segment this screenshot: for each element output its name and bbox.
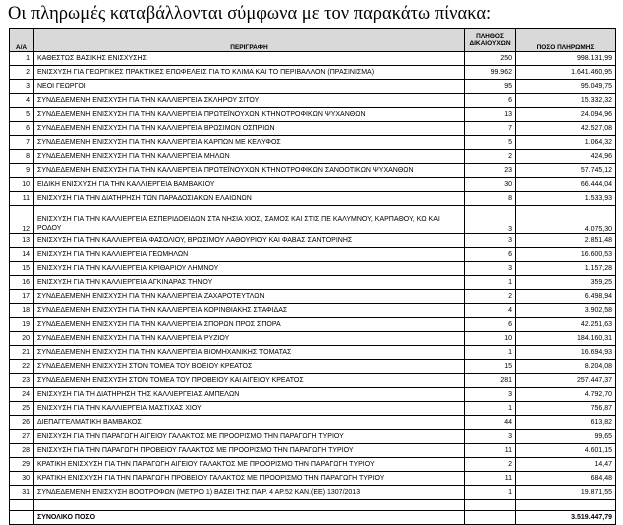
row-description: ΕΝΙΣΧΥΣΗ ΓΙΑ ΓΕΩΡΓΙΚΕΣ ΠΡΑΚΤΙΚΕΣ ΕΠΩΦΕΛΕΙΣ ΓΙΑ ΤΟ ΚΛΙΜΑ ΚΑΙ ΤΟ ΠΕΡΙΒΑΛΛΟΝ (ΠΡΑΣΙΝΙΣΜΑ) — [34, 66, 465, 80]
row-number: 13 — [10, 234, 34, 248]
row-description: ΕΝΙΣΧΥΣΗ ΓΙΑ ΤΗΝ ΚΑΛΛΙΕΡΓΕΙΑ ΕΣΠΕΡΙΔΟΕΙΔΩΝ ΣΤΑ ΝΗΣΙΑ ΧΙΟΣ, ΣΑΜΟΣ ΚΑΙ ΣΤΙΣ ΠΕ ΚΑΛΥΜΝΟΥ, ΚΑΡΠΑΘΟΥ, ΚΩ ΚΑΙ ΡΟΔΟΥ — [34, 206, 465, 234]
row-amount: 99,65 — [516, 430, 616, 444]
row-description: ΝΕΟΙ ΓΕΩΡΓΟΙ — [34, 80, 465, 94]
row-number: 8 — [10, 150, 34, 164]
table-row — [10, 332, 616, 346]
row-count: 3 — [465, 262, 516, 276]
total-amount: 3.519.447,79 — [516, 511, 616, 525]
row-amount: 613,82 — [516, 416, 616, 430]
table-row — [10, 318, 616, 332]
header-amount: ΠΟΣΟ ΠΛΗΡΩΜΗΣ — [516, 29, 616, 52]
row-description: ΔΙΕΠΑΓΓΕΛΜΑΤΙΚΗ ΒΑΜΒΑΚΟΣ — [34, 416, 465, 430]
row-description: ΕΝΙΣΧΥΣΗ ΓΙΑ ΤΗΝ ΚΑΛΛΙΕΡΓΕΙΑ ΑΓΚΙΝΑΡΑΣ ΤΗΝΟΥ — [34, 276, 465, 290]
row-description: ΣΥΝΔΕΔΕΜΕΝΗ ΕΝΙΣΧΥΣΗ ΒΟΟΤΡΟΦΩΝ (ΜΕΤΡΟ 1) ΒΑΣΕΙ ΤΗΣ ΠΑΡ. 4 ΑΡ.52 ΚΑΝ.(ΕΕ) 1307/2013 — [34, 486, 465, 500]
row-amount: 16.694,93 — [516, 346, 616, 360]
row-amount: 756,87 — [516, 402, 616, 416]
row-amount: 8.204,08 — [516, 360, 616, 374]
table-row — [10, 472, 616, 486]
table-row — [10, 346, 616, 360]
row-amount: 424,96 — [516, 150, 616, 164]
table-row — [10, 486, 616, 500]
row-number: 4 — [10, 94, 34, 108]
row-description: ΣΥΝΔΕΔΕΜΕΝΗ ΕΝΙΣΧΥΣΗ ΓΙΑ ΤΗΝ ΚΑΛΛΙΕΡΓΕΙΑ ΠΡΩΤΕΪΝΟΥΧΩΝ ΚΤΗΝΟΤΡΟΦΙΚΩΝ ΨΥΧΑΝΘΩΝ — [34, 108, 465, 122]
table-row — [10, 360, 616, 374]
row-amount: 1.641.460,95 — [516, 66, 616, 80]
row-count: 6 — [465, 318, 516, 332]
table-row — [10, 304, 616, 318]
row-count: 10 — [465, 332, 516, 346]
row-count: 4 — [465, 304, 516, 318]
row-description: ΚΡΑΤΙΚΗ ΕΝΙΣΧΥΣΗ ΓΙΑ ΤΗΝ ΠΑΡΑΓΩΓΗ ΠΡΟΒΕΙΟΥ ΓΑΛΑΚΤΟΣ ΜΕ ΠΡΟΟΡΙΣΜΟ ΤΗΝ ΠΑΡΑΓΩΓΗ ΤΥΡΙΟΥ — [34, 472, 465, 486]
row-description: ΕΝΙΣΧΥΣΗ ΓΙΑ ΤΗΝ ΚΑΛΛΙΕΡΓΕΙΑ ΦΑΣΟΛΙΟΥ, ΒΡΩΣΙΜΟΥ ΛΑΘΟΥΡΙΟΥ ΚΑΙ ΦΑΒΑΣ ΣΑΝΤΟΡΙΝΗΣ — [34, 234, 465, 248]
row-number: 10 — [10, 178, 34, 192]
row-description: ΣΥΝΔΕΔΕΜΕΝΗ ΕΝΙΣΧΥΣΗ ΓΙΑ ΤΗΝ ΚΑΛΛΙΕΡΓΕΙΑ ΒΙΟΜΗΧΑΝΙΚΗΣ ΤΟΜΑΤΑΣ — [34, 346, 465, 360]
row-count: 2 — [465, 150, 516, 164]
row-number: 2 — [10, 66, 34, 80]
row-number: 28 — [10, 444, 34, 458]
header-count — [465, 29, 516, 52]
row-count: 3 — [465, 388, 516, 402]
row-amount: 6.498,94 — [516, 290, 616, 304]
table-row — [10, 164, 616, 178]
row-number: 14 — [10, 248, 34, 262]
row-description: ΣΥΝΔΕΔΕΜΕΝΗ ΕΝΙΣΧΥΣΗ ΓΙΑ ΤΗΝ ΚΑΛΛΙΕΡΓΕΙΑ ΚΑΡΠΩΝ ΜΕ ΚΕΛΥΦΟΣ — [34, 136, 465, 150]
total-label: ΣΥΝΟΛΙΚΟ ΠΟΣΟ — [34, 511, 465, 525]
row-amount: 14,47 — [516, 458, 616, 472]
table-row — [10, 290, 616, 304]
row-amount: 24.094,96 — [516, 108, 616, 122]
row-amount: 1.064,32 — [516, 136, 616, 150]
row-number: 15 — [10, 262, 34, 276]
row-amount: 998.131,99 — [516, 52, 616, 66]
row-amount: 684,48 — [516, 472, 616, 486]
header-count-line1: ΠΛΗΘΟΣ — [476, 33, 504, 40]
row-number: 18 — [10, 304, 34, 318]
row-description: ΕΝΙΣΧΥΣΗ ΓΙΑ ΤΗΝ ΚΑΛΛΙΕΡΓΕΙΑ ΜΑΣΤΙΧΑΣ ΧΙΟΥ — [34, 402, 465, 416]
table-row — [10, 262, 616, 276]
row-count: 30 — [465, 178, 516, 192]
row-description: ΣΥΝΔΕΔΕΜΕΝΗ ΕΝΙΣΧΥΣΗ ΓΙΑ ΤΗΝ ΚΑΛΛΙΕΡΓΕΙΑ ΣΠΟΡΩΝ ΠΡΟΣ ΣΠΟΡΑ — [34, 318, 465, 332]
row-amount: 4.601,15 — [516, 444, 616, 458]
row-number: 12 — [10, 206, 34, 234]
row-description: ΚΡΑΤΙΚΗ ΕΝΙΣΧΥΣΗ ΓΙΑ ΤΗΝ ΠΑΡΑΓΩΓΗ ΑΙΓΕΙΟΥ ΓΑΛΑΚΤΟΣ ΜΕ ΠΡΟΟΡΙΣΜΟ ΤΗΝ ΠΑΡΑΓΩΓΗ ΤΥΡΙΟΥ — [34, 458, 465, 472]
header-description: ΠΕΡΙΓΡΑΦΗ — [34, 29, 465, 52]
total-row — [10, 511, 616, 525]
row-count: 13 — [465, 108, 516, 122]
row-number: 29 — [10, 458, 34, 472]
row-amount: 359,25 — [516, 276, 616, 290]
row-count: 44 — [465, 416, 516, 430]
row-amount: 4.792,70 — [516, 388, 616, 402]
row-amount: 66.444,04 — [516, 178, 616, 192]
row-number: 9 — [10, 164, 34, 178]
row-amount: 15.332,32 — [516, 94, 616, 108]
row-count: 3 — [465, 430, 516, 444]
row-description: ΕΝΙΣΧΥΣΗ ΓΙΑ ΤΗΝ ΚΑΛΛΙΕΡΓΕΙΑ ΚΡΙΘΑΡΙΟΥ ΛΗΜΝΟΥ — [34, 262, 465, 276]
table-row — [10, 192, 616, 206]
row-number: 24 — [10, 388, 34, 402]
row-count: 3 — [465, 234, 516, 248]
row-amount: 2.851,48 — [516, 234, 616, 248]
table-row — [10, 416, 616, 430]
row-description: ΣΥΝΔΕΔΕΜΕΝΗ ΕΝΙΣΧΥΣΗ ΓΙΑ ΤΗΝ ΚΑΛΛΙΕΡΓΕΙΑ ΚΟΡΙΝΘΙΑΚΗΣ ΣΤΑΦΙΔΑΣ — [34, 304, 465, 318]
row-amount: 16.600,53 — [516, 248, 616, 262]
table-row — [10, 276, 616, 290]
header-aa: Α/Α — [10, 29, 34, 52]
table-row — [10, 150, 616, 164]
row-count: 1 — [465, 402, 516, 416]
row-description: ΣΥΝΔΕΔΕΜΕΝΗ ΕΝΙΣΧΥΣΗ ΓΙΑ ΤΗΝ ΚΑΛΛΙΕΡΓΕΙΑ ΣΚΛΗΡΟΥ ΣΙΤΟΥ — [34, 94, 465, 108]
row-number: 5 — [10, 108, 34, 122]
table-row — [10, 66, 616, 80]
row-description: ΚΑΘΕΣΤΩΣ ΒΑΣΙΚΗΣ ΕΝΙΣΧΥΣΗΣ — [34, 52, 465, 66]
payments-table — [9, 28, 616, 525]
row-number: 11 — [10, 192, 34, 206]
row-count: 7 — [465, 122, 516, 136]
row-count: 23 — [465, 164, 516, 178]
table-row — [10, 444, 616, 458]
blank-row — [10, 500, 616, 511]
row-description: ΣΥΝΔΕΔΕΜΕΝΗ ΕΝΙΣΧΥΣΗ ΓΙΑ ΤΗΝ ΚΑΛΛΙΕΡΓΕΙΑ ΠΡΩΤΕΪΝΟΥΧΩΝ ΚΤΗΝΟΤΡΟΦΙΚΩΝ ΣΑΝΟΟΤΙΚΩΝ ΨΥΧΑΝΘΩΝ — [34, 164, 465, 178]
row-description: ΕΝΙΣΧΥΣΗ ΓΙΑ ΤΗΝ ΠΑΡΑΓΩΓΗ ΑΙΓΕΙΟΥ ΓΑΛΑΚΤΟΣ ΜΕ ΠΡΟΟΡΙΣΜΟ ΤΗΝ ΠΑΡΑΓΩΓΗ ΤΥΡΙΟΥ — [34, 430, 465, 444]
row-amount: 95.049,75 — [516, 80, 616, 94]
table-row — [10, 136, 616, 150]
row-amount: 3.902,58 — [516, 304, 616, 318]
row-description: ΣΥΝΔΕΔΕΜΕΝΗ ΕΝΙΣΧΥΣΗ ΓΙΑ ΤΗΝ ΚΑΛΛΙΕΡΓΕΙΑ ΜΗΛΩΝ — [34, 150, 465, 164]
row-description: ΣΥΝΔΕΔΕΜΕΝΗ ΕΝΙΣΧΥΣΗ ΣΤΟΝ ΤΟΜΕΑ ΤΟΥ ΒΟΕΙΟΥ ΚΡΕΑΤΟΣ — [34, 360, 465, 374]
row-count: 6 — [465, 94, 516, 108]
row-description: ΕΙΔΙΚΗ ΕΝΙΣΧΥΣΗ ΓΙΑ ΤΗΝ ΚΑΛΛΙΕΡΓΕΙΑ ΒΑΜΒΑΚΙΟΥ — [34, 178, 465, 192]
row-amount: 42.251,63 — [516, 318, 616, 332]
row-number: 16 — [10, 276, 34, 290]
row-number: 19 — [10, 318, 34, 332]
table-row — [10, 122, 616, 136]
row-count: 281 — [465, 374, 516, 388]
row-number: 1 — [10, 52, 34, 66]
row-description: ΣΥΝΔΕΔΕΜΕΝΗ ΕΝΙΣΧΥΣΗ ΓΙΑ ΤΗΝ ΚΑΛΛΙΕΡΓΕΙΑ ΡΥΖΙΟΥ — [34, 332, 465, 346]
row-description: ΕΝΙΣΧΥΣΗ ΓΙΑ ΤΗΝ ΚΑΛΛΙΕΡΓΕΙΑ ΓΕΩΜΗΛΩΝ — [34, 248, 465, 262]
row-amount: 19.871,55 — [516, 486, 616, 500]
header-count-line2: ΔΙΚΑΙΟΥΧΩΝ — [469, 40, 511, 47]
row-number: 26 — [10, 416, 34, 430]
row-amount: 257.447,37 — [516, 374, 616, 388]
row-count: 6 — [465, 248, 516, 262]
row-count: 2 — [465, 458, 516, 472]
row-count: 5 — [465, 136, 516, 150]
row-count: 1 — [465, 276, 516, 290]
table-row — [10, 388, 616, 402]
row-number: 3 — [10, 80, 34, 94]
row-number: 30 — [10, 472, 34, 486]
row-count: 1 — [465, 486, 516, 500]
row-number: 23 — [10, 374, 34, 388]
row-count: 8 — [465, 192, 516, 206]
table-row — [10, 234, 616, 248]
table-row — [10, 248, 616, 262]
row-number: 21 — [10, 346, 34, 360]
table-row — [10, 430, 616, 444]
row-count: 250 — [465, 52, 516, 66]
row-description: ΕΝΙΣΧΥΣΗ ΓΙΑ ΤΗΝ ΔΙΑΤΗΡΗΣΗ ΤΩΝ ΠΑΡΑΔΟΣΙΑΚΩΝ ΕΛΑΙΩΝΩΝ — [34, 192, 465, 206]
row-description: ΣΥΝΔΕΔΕΜΕΝΗ ΕΝΙΣΧΥΣΗ ΓΙΑ ΤΗΝ ΚΑΛΛΙΕΡΓΕΙΑ ΒΡΩΣΙΜΩΝ ΟΣΠΡΙΩΝ — [34, 122, 465, 136]
row-number: 25 — [10, 402, 34, 416]
row-amount: 1.533,93 — [516, 192, 616, 206]
row-number: 27 — [10, 430, 34, 444]
table-row — [10, 80, 616, 94]
table-header-row — [10, 29, 616, 52]
row-count: 99.962 — [465, 66, 516, 80]
table-row — [10, 108, 616, 122]
table-row — [10, 178, 616, 192]
row-count: 1 — [465, 346, 516, 360]
row-description: ΕΝΙΣΧΥΣΗ ΓΙΑ ΤΗ ΔΙΑΤΗΡΗΣΗ ΤΗΣ ΚΑΛΛΙΕΡΓΕΙΑΣ ΑΜΠΕΛΩΝ — [34, 388, 465, 402]
table-row — [10, 402, 616, 416]
row-amount: 184.160,31 — [516, 332, 616, 346]
table-body — [10, 52, 616, 500]
table-row — [10, 206, 616, 234]
row-number: 17 — [10, 290, 34, 304]
table-row — [10, 458, 616, 472]
row-number: 20 — [10, 332, 34, 346]
row-amount: 1.157,28 — [516, 262, 616, 276]
table-row — [10, 94, 616, 108]
row-amount: 4.075,30 — [516, 206, 616, 234]
intro-text: Οι πληρωμές καταβάλλονται σύμφωνα με τον παρακάτω πίνακα: — [8, 4, 492, 24]
table-row — [10, 52, 616, 66]
row-count: 2 — [465, 290, 516, 304]
row-number: 7 — [10, 136, 34, 150]
row-number: 31 — [10, 486, 34, 500]
row-description: ΣΥΝΔΕΔΕΜΕΝΗ ΕΝΙΣΧΥΣΗ ΓΙΑ ΤΗΝ ΚΑΛΛΙΕΡΓΕΙΑ ΖΑΧΑΡΟΤΕΥΤΛΩΝ — [34, 290, 465, 304]
row-count: 11 — [465, 472, 516, 486]
table-row — [10, 374, 616, 388]
row-count: 95 — [465, 80, 516, 94]
row-amount: 42.527,08 — [516, 122, 616, 136]
row-count: 11 — [465, 444, 516, 458]
row-number: 6 — [10, 122, 34, 136]
row-description: ΣΥΝΔΕΔΕΜΕΝΗ ΕΝΙΣΧΥΣΗ ΣΤΟΝ ΤΟΜΕΑ ΤΟΥ ΠΡΟΒΕΙΟΥ ΚΑΙ ΑΙΓΕΙΟΥ ΚΡΕΑΤΟΣ — [34, 374, 465, 388]
row-count: 15 — [465, 360, 516, 374]
row-number: 22 — [10, 360, 34, 374]
row-description: ΕΝΙΣΧΥΣΗ ΓΙΑ ΤΗΝ ΠΑΡΑΓΩΓΗ ΠΡΟΒΕΙΟΥ ΓΑΛΑΚΤΟΣ ΜΕ ΠΡΟΟΡΙΣΜΟ ΤΗΝ ΠΑΡΑΓΩΓΗ ΤΥΡΙΟΥ — [34, 444, 465, 458]
row-amount: 57.745,12 — [516, 164, 616, 178]
row-count: 3 — [465, 206, 516, 234]
